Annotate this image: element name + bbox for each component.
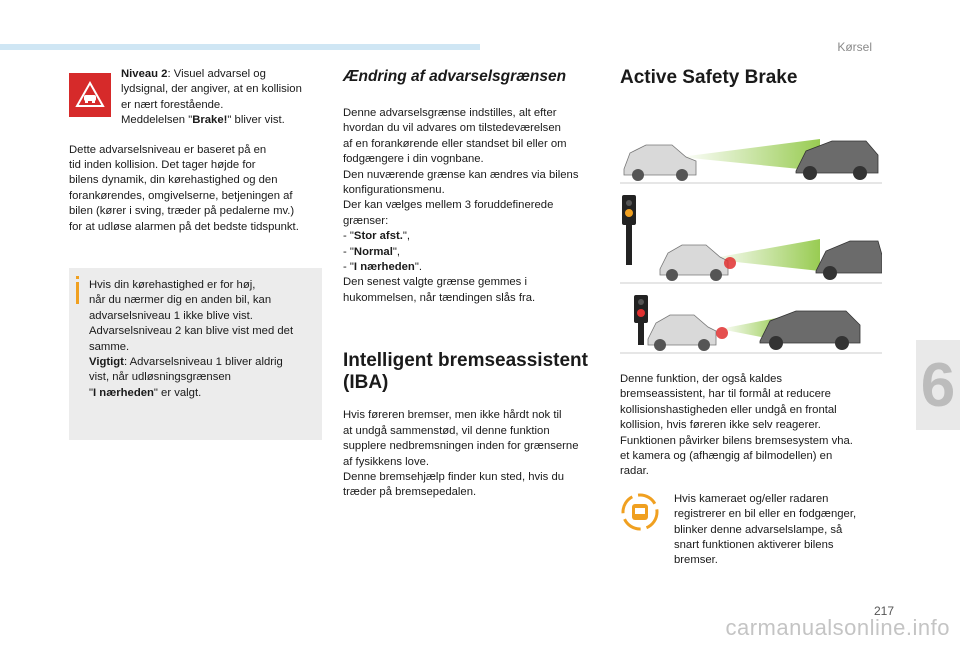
- quote-open: ": [89, 386, 94, 399]
- asb-line: Funktionen påvirker bilens bremsesystem vha.: [620, 434, 853, 447]
- msg-suffix: " bliver vist.: [227, 114, 285, 127]
- option-normal: [343, 245, 598, 260]
- option-near: [343, 260, 598, 275]
- option-end: ".: [414, 261, 422, 274]
- header-bar: [0, 44, 480, 50]
- collision-warning-icon: [69, 73, 111, 117]
- heading-threshold: Ændring af advarselsgrænsen: [343, 68, 567, 85]
- para-line: tid inden kollision. Det tager højde for: [69, 159, 256, 172]
- threshold-line: hvordan du vil advares om tilstedeværelsen: [343, 122, 561, 135]
- note-important: Vigtigt: [89, 356, 124, 369]
- option-dash: - ": [343, 261, 354, 274]
- threshold-paragraph: [343, 106, 598, 306]
- scene-brake: [620, 295, 882, 353]
- iba-line: Hvis føreren bremser, men ikke hårdt nok til: [343, 409, 562, 422]
- cam-line: registrerer en bil eller en fodgænger,: [674, 508, 857, 521]
- asb-illustration: [620, 109, 882, 354]
- threshold-line: Der kan vælges mellem 3 foruddefinerede: [343, 199, 554, 212]
- camera-warning-block: [620, 492, 882, 569]
- level2-line1: : Visuel advarsel og: [167, 68, 266, 80]
- watermark: carmanualsonline.info: [725, 615, 950, 640]
- level2-line2: lydsignal, der angiver, at en kollision: [121, 83, 302, 96]
- para-line: forankørendes, omgivelserne, betjeningen af: [69, 189, 293, 202]
- note-close: " er valgt.: [153, 386, 202, 399]
- level2-block: [69, 67, 322, 129]
- iba-line: supplere nedbremsningen inden for grænserne: [343, 440, 579, 453]
- level-paragraph: [69, 143, 322, 235]
- iba-line: at undgå sammenstød, vil denne funktion: [343, 424, 550, 437]
- level2-text: [121, 67, 302, 129]
- iba-line: af fysikkens love.: [343, 455, 430, 468]
- msg-prefix: Meddelelsen ": [121, 114, 193, 127]
- column-left: [69, 67, 322, 235]
- asb-paragraph: [620, 372, 882, 480]
- note-line: når du nærmer dig en anden bil, kan: [89, 294, 272, 307]
- threshold-line: grænser:: [343, 214, 389, 227]
- para-line: Dette advarselsniveau er baseret på en: [69, 143, 267, 156]
- info-note-text: [89, 278, 314, 401]
- cam-line: bremser.: [674, 554, 718, 567]
- iba-section: [343, 350, 598, 394]
- camera-warning-text: [674, 492, 856, 569]
- asb-line: kollisionshastigheden eller undgå en frontal: [620, 403, 837, 416]
- scene-detect: [620, 139, 882, 183]
- cam-line: snart funktionen aktiverer bilens: [674, 539, 834, 552]
- threshold-line: hukommelsen, når tændingen slås fra.: [343, 291, 536, 304]
- note-after: : Advarselsniveau 1 bliver aldrig: [123, 356, 283, 369]
- asb-line: bremseassistent, har til formål at reducere: [620, 388, 831, 401]
- para-line: for at udløse alarmen på det bedste tidspunkt.: [69, 220, 299, 233]
- asb-line: radar.: [620, 465, 649, 478]
- note-nearby: I nærheden: [93, 386, 154, 399]
- asb-line: et kamera og (afhængig af bilmodellen) en: [620, 450, 833, 463]
- note-line: advarselsniveau 1 ikke blive vist.: [89, 309, 253, 322]
- threshold-line: konfigurationsmenu.: [343, 184, 445, 197]
- para-line: bilen (kører i sving, træder på pedalerne mv.): [69, 205, 295, 218]
- threshold-line: fodgængere i din vognbane.: [343, 153, 484, 166]
- column-right: [620, 67, 882, 569]
- info-icon: [76, 276, 79, 279]
- note-line: Hvis din kørehastighed er for høj,: [89, 279, 256, 291]
- threshold-line: Denne advarselsgrænse indstilles, alt efter: [343, 107, 557, 119]
- asb-line: Denne funktion, der også kaldes: [620, 373, 783, 385]
- level2-label: Niveau 2: [121, 68, 168, 80]
- note-after2: vist, når udløsningsgrænsen: [89, 371, 231, 384]
- option-label: Normal: [353, 245, 393, 258]
- iba-line: Denne bremsehjælp finder kun sted, hvis du: [343, 470, 565, 483]
- threshold-line: Den nuværende grænse kan ændres via bilens: [343, 168, 579, 181]
- section-title: Kørsel: [837, 40, 872, 54]
- note-line: Advarselsniveau 2 kan blive vist med det: [89, 325, 294, 338]
- heading-iba-abbr: (IBA): [343, 372, 389, 394]
- option-end: ",: [392, 245, 400, 258]
- level2-line3: er nært forestående.: [121, 98, 224, 111]
- option-far: [343, 229, 598, 244]
- chapter-tab[interactable]: 6: [916, 340, 960, 430]
- heading-asb: Active Safety Brake: [620, 67, 798, 88]
- note-line: samme.: [89, 340, 130, 353]
- cam-line: Hvis kameraet og/eller radaren: [674, 492, 829, 505]
- para-line: bilens dynamik, din kørehastighed og den: [69, 174, 278, 187]
- page-number: 217: [873, 604, 894, 618]
- asb-line: kollision, hvis føreren ikke selv reagerer.: [620, 419, 821, 432]
- threshold-line: af en forankørende eller standset bil eller om: [343, 137, 567, 150]
- info-icon-bar: [76, 282, 79, 304]
- cam-line: blinker denne advarselslampe, så: [674, 523, 843, 536]
- option-dash: - ": [343, 230, 354, 243]
- iba-paragraph: [343, 408, 598, 500]
- option-dash: - ": [343, 245, 354, 258]
- option-label: I nærheden: [353, 261, 415, 274]
- heading-iba: Intelligent bremseassistent: [343, 350, 588, 372]
- column-middle: [343, 67, 598, 501]
- scene-warn: [620, 195, 882, 283]
- option-end: ",: [402, 230, 411, 243]
- camera-warning-icon: [620, 492, 660, 532]
- info-note: [69, 268, 322, 440]
- threshold-line: Den senest valgte grænse gemmes i: [343, 276, 527, 289]
- option-label: Stor afst.: [353, 230, 403, 243]
- iba-line: træder på bremsepedalen.: [343, 486, 477, 499]
- msg-brake: Brake!: [192, 114, 228, 127]
